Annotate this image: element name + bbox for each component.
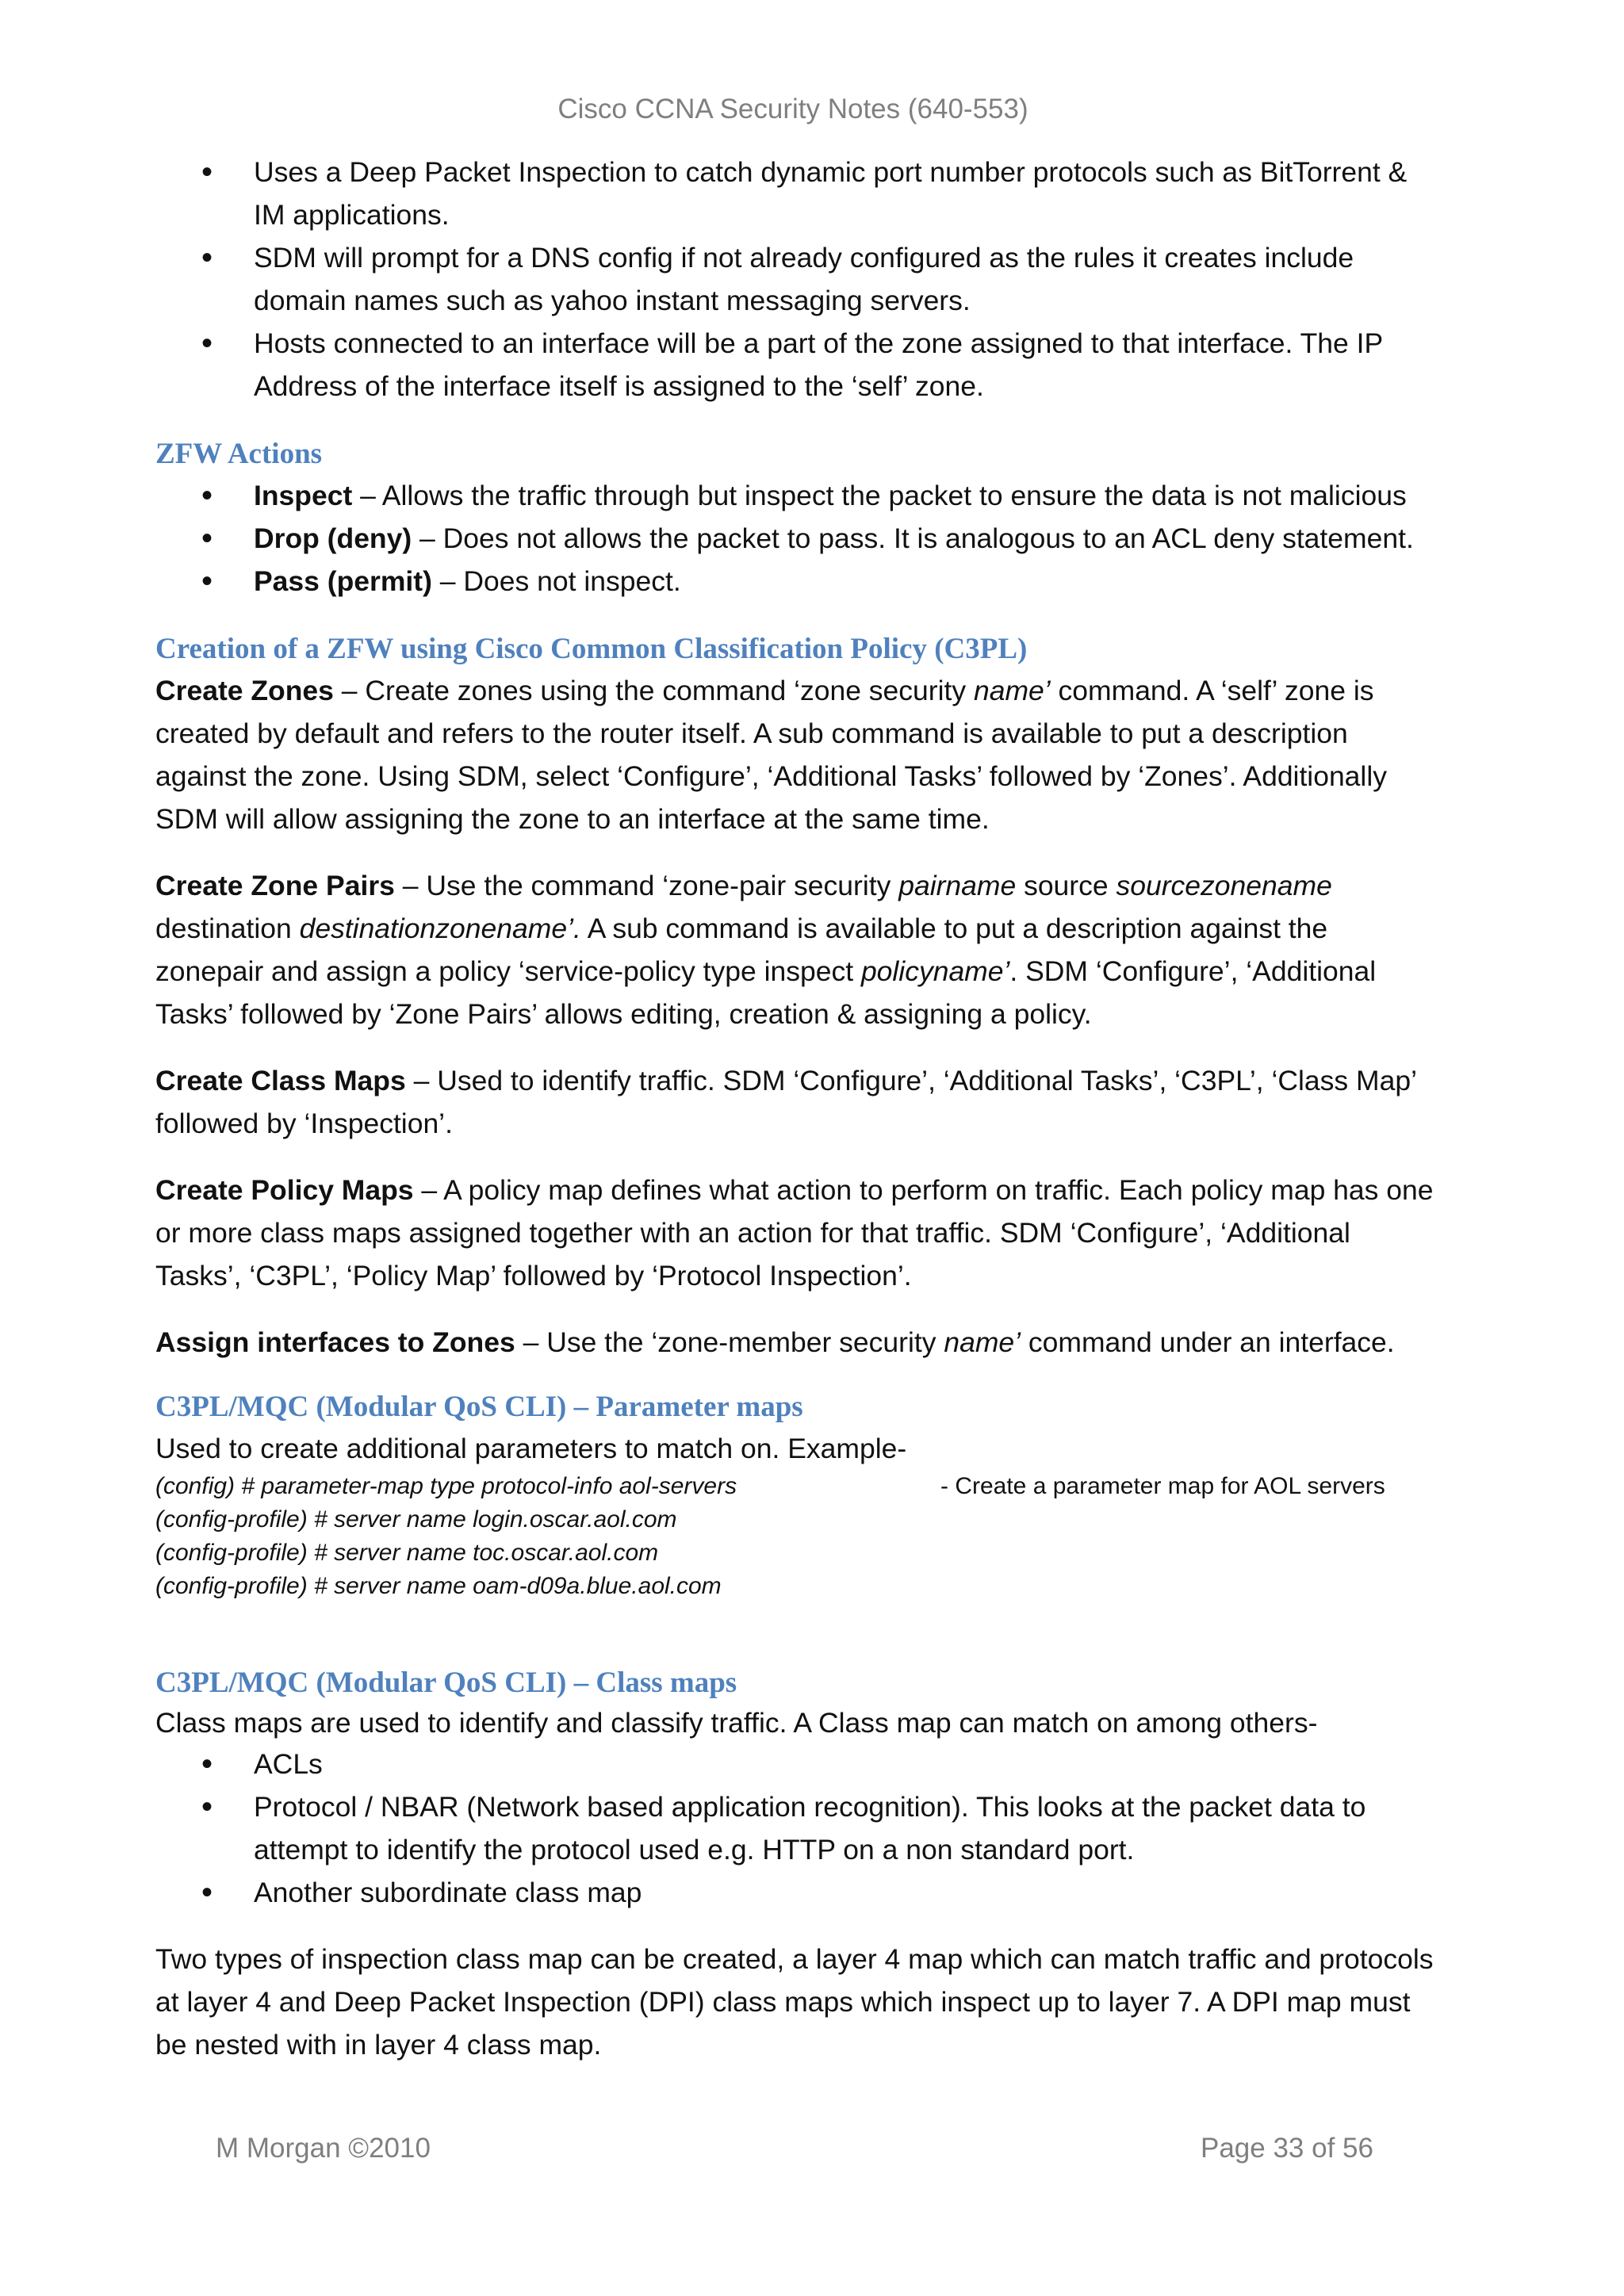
text: command under an interface.	[1021, 1326, 1395, 1358]
text: command. A ‘self’ zone is created by default and refers to the router itself. A sub command is available to put a description against the zone. Using SDM, select ‘Configure’, ‘Additional Tasks’ followed by ‘Zones’. Additionally SDM will allow assigning the zone to an interface at the same time.	[155, 675, 1387, 835]
parameter-maps-intro: Used to create additional parameters to match on. Example-	[155, 1433, 907, 1464]
text: – Create zones using the command ‘zone security	[333, 675, 974, 706]
text: – Use the command ‘zone-pair security	[394, 870, 899, 901]
footer-page-number: Page 33 of 56	[1201, 2133, 1373, 2164]
paragraph-assign-interfaces	[155, 1321, 1440, 1364]
running-header: Cisco CCNA Security Notes (640-553)	[557, 94, 1028, 124]
class-maps-bullet-list	[155, 1743, 1440, 1914]
list-item: • ACLs	[155, 1743, 1440, 1785]
class-maps-intro: Class maps are used to identify and classify traffic. A Class map can match on among others-	[155, 1707, 1318, 1739]
footer-author: M Morgan ©2010	[216, 2133, 431, 2164]
intro-bullet-list	[155, 151, 1440, 408]
italic-text: policyname’	[860, 955, 1010, 987]
text: destination	[155, 913, 300, 944]
page-content	[155, 151, 1440, 2066]
section-heading-creation: Creation of a ZFW using Cisco Common Classification Policy (C3PL)	[155, 633, 1028, 665]
term: Assign interfaces to Zones	[155, 1326, 515, 1358]
paragraph-create-zone-pairs	[155, 864, 1440, 1035]
definition: – Allows the traffic through but inspect the packet to ensure the data is not malicious	[352, 480, 1407, 511]
text: – Use the ‘zone-member security	[515, 1326, 944, 1358]
text: A sub command is available to put a description against the zonepair and assign a policy ‘service-policy type inspect	[155, 913, 1328, 987]
text: . SDM ‘Configure’, ‘Additional Tasks’ followed by ‘Zone Pairs’ allows editing, creation & assigning a policy.	[155, 955, 1377, 1030]
code-comment: - Create a parameter map for AOL servers	[940, 1473, 1385, 1499]
text: – Used to identify traffic. SDM ‘Configure’, ‘Additional Tasks’, ‘C3PL’, ‘Class Map’ followed by ‘Inspection’.	[155, 1065, 1416, 1139]
list-item: • SDM will prompt for a DNS config if not already configured as the rules it creates include domain names such as yahoo instant messaging servers.	[155, 236, 1440, 322]
code-line: (config-profile) # server name toc.oscar.aol.com	[155, 1540, 659, 1566]
list-item: • Uses a Deep Packet Inspection to catch dynamic port number protocols such as BitTorrent & IM applications.	[155, 151, 1440, 236]
list-item	[155, 560, 1440, 603]
section-heading-class-maps: C3PL/MQC (Modular QoS CLI) – Class maps	[155, 1667, 737, 1699]
term: Create Policy Maps	[155, 1174, 414, 1206]
list-item: • Another subordinate class map	[155, 1871, 1440, 1914]
list-item	[155, 517, 1440, 560]
list-item: • Hosts connected to an interface will be a part of the zone assigned to that interface. The IP Address of the interface itself is assigned to the ‘self’ zone.	[155, 322, 1440, 408]
code-text: (config) # parameter-map type protocol-info aol-servers	[155, 1473, 737, 1499]
code-line: (config-profile) # server name oam-d09a.blue.aol.com	[155, 1573, 722, 1599]
italic-text: destinationzonename’.	[299, 913, 581, 944]
zfw-actions-list	[155, 474, 1440, 603]
term: Create Zones	[155, 675, 334, 706]
paragraph-create-class-maps	[155, 1059, 1440, 1145]
section-heading-zfw-actions: ZFW Actions	[155, 438, 323, 470]
list-item	[155, 474, 1440, 517]
italic-text: pairname	[898, 870, 1017, 901]
code-line: (config-profile) # server name login.oscar.aol.com	[155, 1506, 677, 1533]
paragraph-create-zones	[155, 669, 1440, 840]
code-line	[155, 1470, 1440, 1503]
term: Create Class Maps	[155, 1065, 406, 1096]
italic-text: name’	[973, 675, 1051, 706]
term: Pass (permit)	[254, 565, 432, 597]
text: – A policy map defines what action to perform on traffic. Each policy map has one or more class maps assigned together with an action for that traffic. SDM ‘Configure’, ‘Additional Tasks’, ‘C3PL’, ‘Policy Map’ followed by ‘Protocol Inspection’.	[155, 1174, 1434, 1292]
code-example	[155, 1470, 1440, 1603]
term: Drop (deny)	[254, 522, 412, 554]
italic-text: sourcezonename	[1116, 870, 1332, 901]
class-maps-closing-paragraph: Two types of inspection class map can be created, a layer 4 map which can match traffic and protocols at layer 4 and Deep Packet Inspection (DPI) class maps which inspect up to layer 7. A DPI map must be nested with in layer 4 class map.	[155, 1943, 1434, 2061]
italic-text: name’	[944, 1326, 1021, 1358]
definition: – Does not allows the packet to pass. It is analogous to an ACL deny statement.	[412, 522, 1414, 554]
list-item: • Protocol / NBAR (Network based application recognition). This looks at the packet data to attempt to identify the protocol used e.g. HTTP on a non standard port.	[155, 1785, 1440, 1871]
section-heading-parameter-maps: C3PL/MQC (Modular QoS CLI) – Parameter maps	[155, 1391, 803, 1423]
paragraph-create-policy-maps	[155, 1169, 1440, 1297]
definition: – Does not inspect.	[431, 565, 681, 597]
term: Inspect	[254, 480, 353, 511]
term: Create Zone Pairs	[155, 870, 395, 901]
text: source	[1016, 870, 1116, 901]
